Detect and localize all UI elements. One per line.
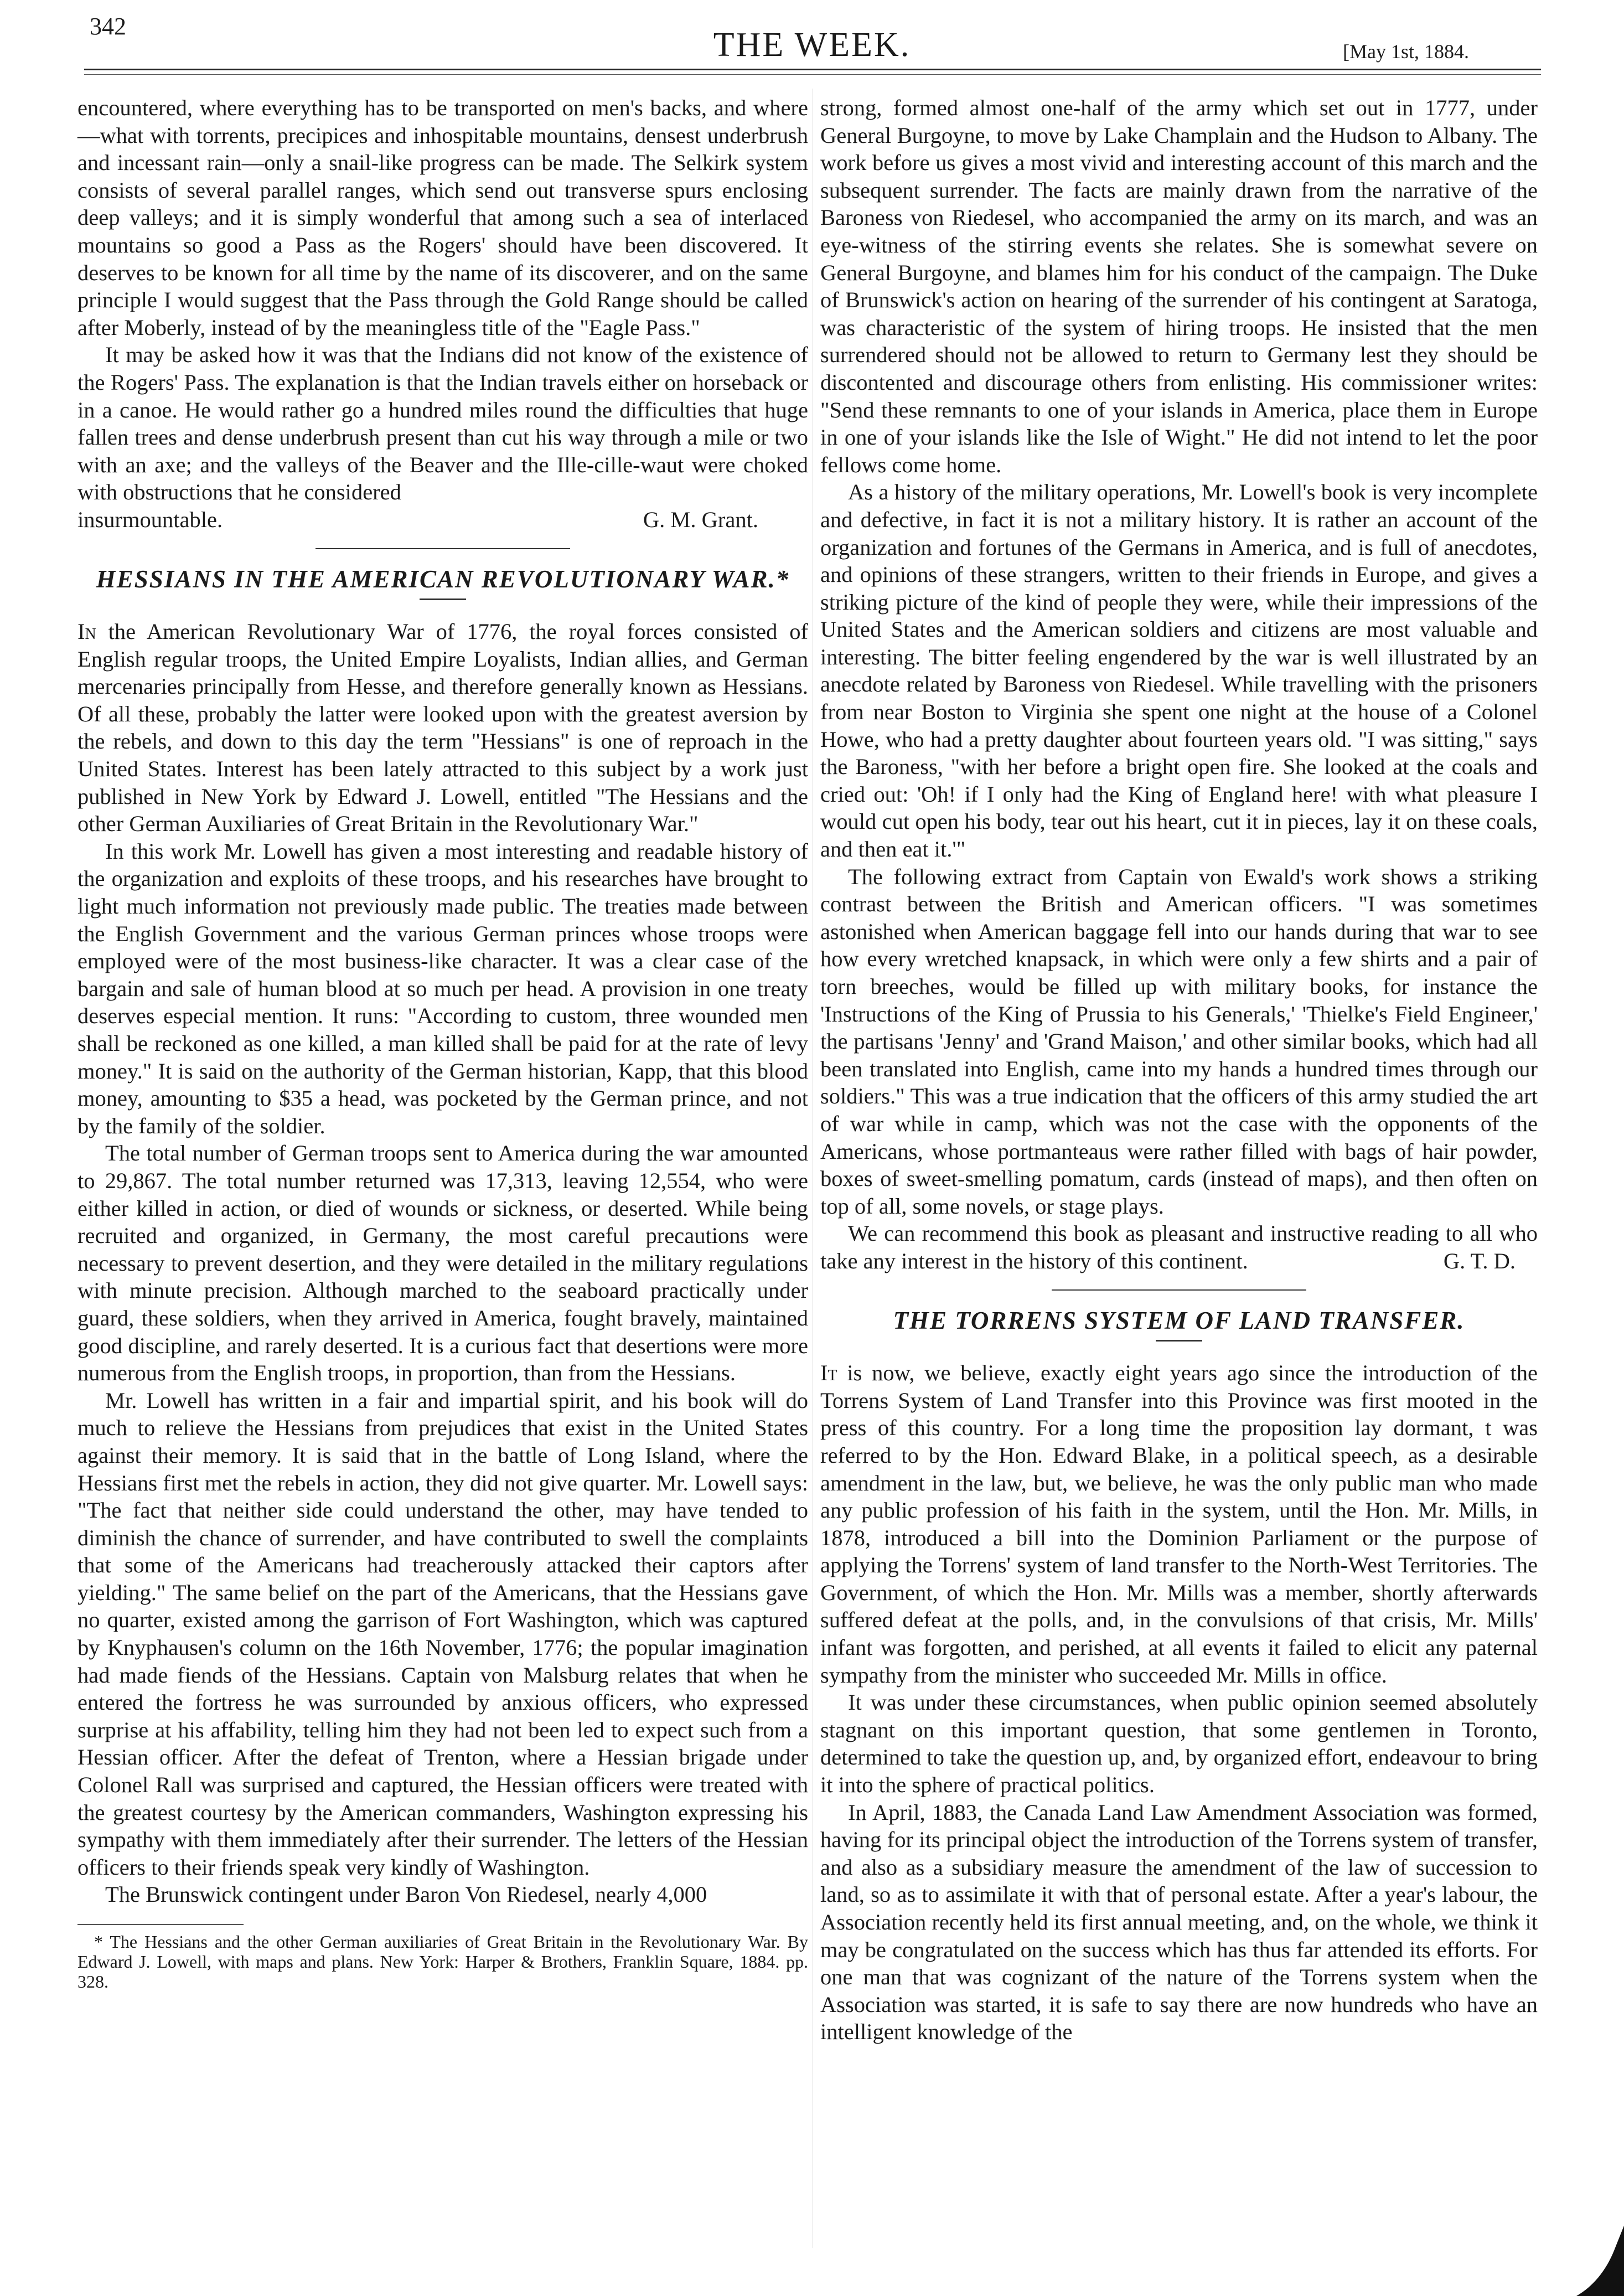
article-title: HESSIANS IN THE AMERICAN REVOLUTIONARY WAR.*: [96, 565, 790, 593]
paragraph-text: is now, we believe, exactly eight years ago since the introduction of the Torrens System of Land Transfer into this Province was first mooted in the press of this country. For a long time the proposition lay dormant, t was referred to by the Hon. Edward Blake, in a political speech, as a desirable amendment in the law, but, we believe, he was the only public man who made any public profession of his faith in the system, until the Hon. Mr. Mills, in 1878, introduced a bill into the Dominion Parliament or the purpose of applying the Torrens' system of land transfer to the North-West Territories. The Government, of which the Hon. Mr. Mills was a member, shortly afterwards suffered defeat at the polls, and, in the convulsions of that crisis, Mr. Mills' infant was forgotten, and perished, at all events it failed to elicit any paternal sympathy from the minister who succeeded Mr. Mills in office.: [820, 1360, 1538, 1688]
signature-line: [77, 506, 808, 534]
lead-word: It: [820, 1360, 837, 1386]
paragraph: The total number of German troops sent to America during the war amounted to 29,867. The total number returned was 17,313, leaving 12,554, who were either killed in action, or died of wounds or sickness, or deserted. While being recruited and organized, in Germany, the most careful precautions were necessary to prevent desertion, and they were detailed in the military regulations with minute precision. Although marched to the seaboard practically under guard, these soldiers, when they arrived in America, fought bravely, maintained good discipline, and rarely deserted. It is a curious fact that desertions were more numerous from the English troops, in proportion, than from the Hessians.: [77, 1141, 808, 1386]
left-column: [77, 94, 808, 1991]
title-underline: [420, 598, 466, 600]
paragraph: It may be asked how it was that the Indians did not know of the existence of the Rogers' Pass. The explanation is that the Indian travels either on horseback or in a canoe. He would rather go a hundred miles round the difficulties that huge fallen trees and dense underbrush present than cut his way through a mile or two with an axe; and the valleys of the Beaver and the Ille-cille-waut were choked with obstructions that he considered: [77, 342, 808, 505]
footnote-text: * The Hessians and the other German auxiliaries of Great Britain in the Revolutionary War. By Edward J. Lowell, with maps and plans. New York: Harper & Brothers, Franklin Square, 1884. pp. 328.: [77, 1932, 808, 1991]
paragraph: [77, 618, 808, 838]
author-signature: G. T. D.: [1443, 1248, 1516, 1273]
paragraph: [820, 1220, 1538, 1275]
page-number: 342: [90, 13, 126, 40]
paragraph-end: insurmountable.: [77, 507, 223, 532]
paragraph: It was under these circumstances, when public opinion seemed absolutely stagnant on this important question, that some gentlemen in Toronto, determined to take the question up, and, by organized effort, endeavour to bring it into the sphere of practical politics.: [820, 1690, 1538, 1798]
paragraph: The following extract from Captain von Ewald's work shows a striking contrast between the British and American officers. "I was sometimes astonished when American baggage fell into our hands during that war to see how every wretched knapsack, in which were only a few shirts and a pair of torn breeches, would be filled up with military books, for instance the 'Instructions of the King of Prussia to his Generals,' 'Thielke's Field Engineer,' the partisans 'Jenny' and 'Grand Maison,' and other similar books, which had all been translated into English, came into my hands a hundred times through our soldiers." This was a true indication that the officers of this army studied the art of war while in camp, which was not the case with the opponents of the Americans, whose portmanteaus were rather filled with bags of hair powder, boxes of sweet-smelling pomatum, cards (instead of maps), and then often on top of all, some novels, or stage plays.: [820, 864, 1538, 1219]
paragraph: [820, 1359, 1538, 1689]
author-signature: G. M. Grant.: [643, 507, 758, 532]
paragraph: As a history of the military operations, Mr. Lowell's book is very incomplete and defective, in fact it is not a military history. It is rather an account of the organization and fortunes of the Germans in America, and is full of anecdotes, and opinions of these strangers, written to their friends in Europe, and gives a striking picture of the kind of people they were, while their impressions of the United States and the American soldiers and citizens are most valuable and interesting. The bitter feeling engendered by the war is well illustrated by an anecdote related by Baroness von Riedesel. While travelling with the prisoners from near Boston to Virginia she spent one night at the house of a Colonel Howe, who had a pretty daughter about fourteen years old. "I was sitting," says the Baroness, "with her before a bright open fire. She looked at the coals and cried out: 'Oh! if I only had the King of England here! with what pleasure I would cut open his body, tear out his heart, cut it in pieces, lay it on these coals, and then eat it.'": [820, 479, 1538, 862]
footnote: [77, 1932, 808, 1991]
paragraph-text: We can recommend this book as pleasant and instructive reading to all who take any interest in the history of this continent.: [820, 1221, 1538, 1273]
footnote-rule: [77, 1924, 244, 1925]
paragraph: strong, formed almost one-half of the army which set out in 1777, under General Burgoyne, to move by Lake Champlain and the Hudson to Albany. The work before us gives a most vivid and interesting account of this march and the subsequent surrender. The facts are mainly drawn from the narrative of the Baroness von Riedesel, who accompanied the army on its march, and was an eye-witness of the stirring events she relates. She is somewhat severe on General Burgoyne, and blames him for his conduct of the campaign. The Duke of Brunswick's action on hearing of the surrender of his contingent at Saratoga, was characteristic of the system of hiring troops. He insisted that the men surrendered should not be allowed to return to Germany lest they should be discontented and discourage others from enlisting. His commissioner writes: "Send these remnants to one of your islands in America, place them in Europe in one of your islands like the Isle of Wight." He did not intend to let the poor fellows come home.: [820, 95, 1538, 477]
header-rule: [84, 69, 1541, 70]
lead-word: In: [77, 619, 96, 644]
article-title: THE TORRENS SYSTEM OF LAND TRANSFER.: [893, 1306, 1465, 1334]
section-divider: [316, 548, 570, 549]
title-underline: [1156, 1340, 1202, 1342]
right-column: [820, 94, 1538, 2046]
paragraph: Mr. Lowell has written in a fair and impartial spirit, and his book will do much to relieve the Hessians from prejudices that exist in the United States against their memory. It is said that in the battle of Long Island, where the Hessians first met the rebels in action, they did not give quarter. Mr. Lowell says: "The fact that neither side could understand the other, may have tended to diminish the chance of surrender, and have contributed to swell the complaints that some of the Americans had treacherously attacked their captors after yielding." The same belief on the part of the Americans, that the Hessians gave no quarter, existed among the garrison of Fort Washington, which was captured by Knyphausen's column on the 16th November, 1776; the popular imagination had made fiends of the Hessians. Captain von Malsburg relates that when he entered the fortress he was surrounded by anxious officers, who expressed surprise at his affability, telling him they had not been led to expect such from a Hessian officer. After the defeat of Trenton, where a Hessian brigade under Colonel Rall was surprised and captured, the Hessian officers were treated with the greatest courtesy by the American commanders, Washington expressing his sympathy with them immediately after their surrender. The letters of the Hessian officers to their friends speak very kindly of Washington.: [77, 1387, 808, 1880]
publication-title: THE WEEK.: [713, 26, 911, 64]
section-divider: [1052, 1289, 1306, 1291]
paragraph-text: the American Revolutionary War of 1776, the royal forces consisted of English regular troops, the United Empire Loyalists, Indian allies, and German mercenaries principally from Hesse, and therefore generally known as Hessians. Of all these, probably the latter were looked upon with the greatest aversion by the rebels, and down to this day the term "Hessians" is one of reproach in the United States. Interest has been lately attracted to this subject by a work just published in New York by Edward J. Lowell, entitled "The Hessians and the other German Auxiliaries of Great Britain in the Revolutionary War.": [77, 619, 809, 837]
issue-date: [May 1st, 1884.: [1343, 40, 1469, 63]
paragraph: In this work Mr. Lowell has given a most interesting and readable history of the organization and exploits of these troops, and his researches have brought to light much information not previously made public. The treaties made between the English Government and the various German princes whose troops were employed were of the most business-like character. It was a clear case of the bargain and sale of human blood at so much per head. A provision in one treaty deserves especial mention. It runs: "According to custom, three wounded men shall be reckoned as one killed, a man killed shall be paid for at the rate of levy money." It is said on the authority of the German historian, Kapp, that this blood money, amounting to $35 a head, was pocketed by the German prince, and not by the family of the soldier.: [77, 838, 808, 1138]
page-corner-shadow: [1576, 2226, 1624, 2296]
paragraph: In April, 1883, the Canada Land Law Amendment Association was formed, having for its principal object the introduction of the Torrens system of transfer, and also as a subsidiary measure the amendment of the law of succession to land, so as to assimilate it with that of personal estate. After a year's labour, the Association recently held its first annual meeting, and, on the whole, we think it may be congratulated on the success which has thus far attended its efforts. For one man that was cognizant of the nature of the Torrens system when the Association was started, it is safe to say there are now hundreds who have an intelligent knowledge of the: [820, 1799, 1538, 2045]
paragraph: The Brunswick contingent under Baron Von Riedesel, nearly 4,000: [105, 1882, 707, 1907]
header-rule-thin: [84, 74, 1541, 75]
paragraph: encountered, where everything has to be transported on men's backs, and where—what with torrents, precipices and inhospitable mountains, densest underbrush and incessant rain—only a snail-like progress can be made. The Selkirk system consists of several parallel ranges, which send out transverse spurs enclosing deep valleys; and it is simply wonderful that among such a sea of interlaced mountains so good a Pass as the Rogers' should have been discovered. It deserves to be known for all time by the name of its discoverer, and on the same principle I would suggest that the Pass through the Gold Range should be called after Moberly, instead of by the meaningless title of the "Eagle Pass.": [77, 95, 808, 340]
